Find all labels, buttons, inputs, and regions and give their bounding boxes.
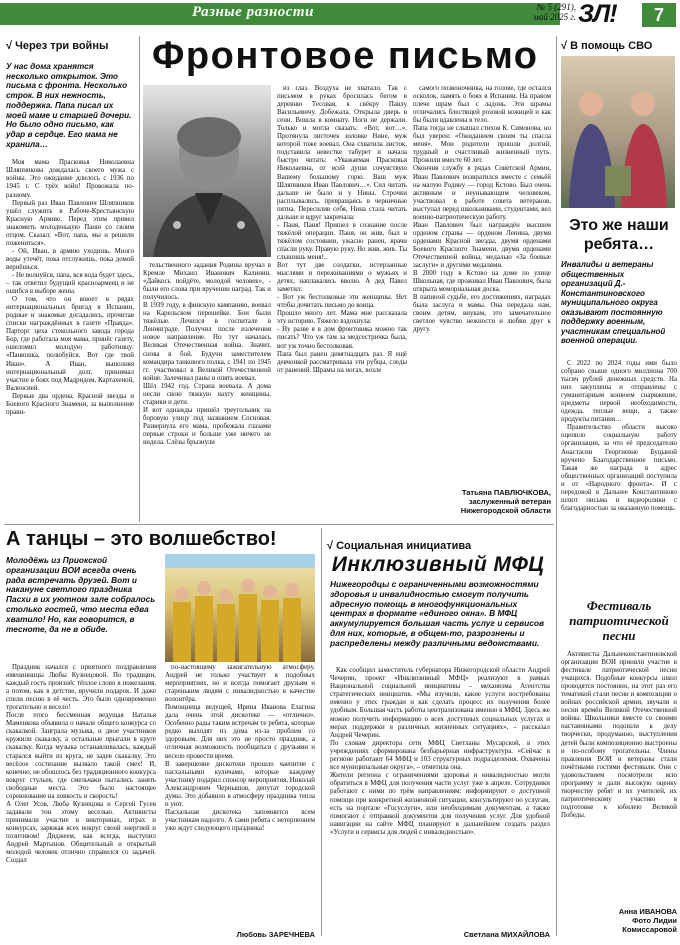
center-col-b-text: из глаз. Воздуха не хватало. Так с письмом в руках бросилась бегом в деревню Тесовая, к свёкру Павлу Васильевичу. Добежала. Открыла дверь в сени. Вошла в комнату. Ноги не держали. Только и могла сказать: «Вот, вот…». Протянула листочек золовке Нине, муж которой тоже воевал. Она схватила листок, подставила невестке табурет и начала быстро читать: «Уважаемая Прасковья Николаевна, от всей души сочувствую Вашему большому горю. Ваш муж Шляпников Иван Павлович…». Сил читать дальше не было и у Нины. Строчки расплывались, превращаясь в черничные пятна. Пересилив себя, Нина стала читать дальше и вдруг закричала: - Паня, Паня! Пришел в сознание после тяжёлой операции. Паня, он жив, был в тяжёлом состоянии, ужасно ранен, врачи спасли руку. Правую руку. Но жив, жив. Ты слышишь меня!.. Вот тут две солдатки, истерзанные мыслями и переживаниями о мужьях и детях, наплакались вволю. А дед Павел заметил: - Вот уж бестолковые эти женщины. Нет чтобы дочитать письмо до конца. Прошло много лет. Мама мне рассказала эту историю. Тяжело вздохнула: - Ну разве я в дом фронтовика можно так писать? Что уж там за медсестричка была, вот уж точно бестолковая. Папа был ранен девятнадцать раз. Я ещё девчонкой рассматривала эти рубцы, следы от ранений. Шрамы на ногах, возле (277, 85, 407, 374)
mfc-body-text: Как сообщил заместитель губернатора Нижегородской области Андрей Чечерин, проект «Инклюзивный МФЦ» реализуют в рамках Национальной социальной инициативы – механизма Агентства стратегических инициатив. «Мы изучили, какие услуги востребованы именно у этих граждан и как сделать процесс их получения более удобным. Большая часть работы централизована именно в МФЦ. Здесь же можно получить информацию о всех доступных социальных услугах и мерах поддержки в различных жизненных ситуациях», – рассказал Андрей Чечерин. По словам директора сети МФЦ Светланы Мусарской, в этих учреждениях сформирована безбарьерная инфраструктура. «Сейчас в регионе работают 64 МФЦ и 103 структурных подразделения. Охвачены все муниципальные округа», – отметила она. Жители региона с ограничениями здоровья и инвалидностью могли обратиться в МФЦ для получения части услуг уже в апреле. Сотрудники работают с ними по трём направлениям: информируют о доступной помощи при конкретной жизненной ситуации, консультируют по услугам, есть на портале «Госуслуги», или необходимым документам, а также помогают с отправкой документов для получения услуг. Для удобной навигации на сайте МФЦ планируют в дальнейшем создать раздел «Услуги и сервисы для людей с инвалидностью». (330, 667, 550, 836)
center-signature (413, 488, 551, 515)
left-rubric: √ Через три войны (6, 40, 109, 52)
column-rule (556, 36, 557, 936)
signature-name: Татьяна ПАВЛЮЧКОВА, (461, 488, 551, 497)
mfc-headline: Инклюзивный МФЦ (331, 553, 545, 576)
newspaper-logo: ЗЛ! (578, 0, 617, 28)
signature-name: Анна ИВАНОВА (618, 907, 677, 916)
festival-headline: Фестиваль патриотической песни (569, 598, 669, 643)
center-col-c-text: самого позвоночника, на голове, где остался осколок, память о боях в Испании. На правом плече шрам был с ладонь. Эти шрамы отличались блестящей розовой кожицей и как бы были вдавлены в тело. Папа тогда не слышал стихов К. Симонова, но был уверен: «Ожиданием своим ты спасла меня». Мои родители прошли долгий, трудный и счастливый жизненный путь. Прожили вместе 60 лет. Окончив службу в рядах Советской Армии, Иван Павлович возвратился вместе с семьёй на малую Родину — город Кстово. Был очень активным и неунывающим человеком, участвовал в работе совета ветеранов, выступал перед школьниками, студентами, вел военно-патриотическую работу. Иван Павлович был награждён высшим орденом страны — орденом Ленина, двумя орденами Красной звезды, двумя орденами Боевого Красного Знамени, двумя орденами Отечественной войны, медалью «За боевые заслуги» и другими медалями. В 2000 году в Кстово на доме по улице Школьная, где проживал Иван Павлович, была открыта мемориальная доска. В папиной судьбе, его достижениях, наградах была заслуга и мамы. Она передала нам, своим детям, внукам, это замечательное светлое чувство нежности и любви друг к другу. (413, 85, 551, 334)
center-col-c (413, 85, 551, 334)
right-body (561, 360, 677, 513)
dance-signature: Любовь ЗАРЕЧНЕВА (236, 930, 315, 939)
rubric-title: Разные разности (192, 4, 314, 20)
right-headline: Это же наши ребята… (569, 217, 669, 253)
left-paragraph: Первый раз Иван Павлович Шляпников ушёл служить в Рабоче-Крестьянскую Красную Армию. Перед этим привел знакомить молоденькую Паню со своим отцом. Сказал: «Вот, папа, мы и решили пожениться». (6, 199, 134, 247)
signature-role: Фото Лидии (632, 916, 677, 925)
center-col-a-text: тельственного задания Родины вручал в Кремле Михаил Иванович Калинин. «Дайкось пойдёте, молодой человек», - были его слова при вручении наград. Так и получилось. В 1939 году, в финскую кампанию, воевал на Карельском перешейке. Бои были тяжёлые. Лечился в госпитале в Ленинграде. Получил после излечения новое направление. Но тут началась Великая Отечественная война. Значит, снова в бой. Будучи заместителем командира танкового полка, с 1941 по 1945 гг. участвовал в Великой Отечественной войне. Залечивал раны и опять воевал. Шёл 1942 год. Страна воевала. А дома несли свою тяжкую вахту женщины, старики и дети. И вот однажды пришёл треугольник на боровую улицу под названием Сосновая. Развернула его мама, пробежала глазами первые строки и больше уже ничего не видела. Слёзы брызнули (143, 262, 271, 447)
page-number: 7 (642, 3, 676, 27)
issue-date: май 2025 г. (533, 12, 576, 22)
mfc-signature: Светлана МИХАЙЛОВА (463, 930, 550, 939)
right-paragraph: С 2022 по 2024 годы ими было собрано свыше одного миллиона 700 тысяч рублей денежных средств. На них закуплены и отправлены с гуманитарным конвоем снаряжение, предметы первой необходимости, одежда, теплые вещи, а также продукты питания… (561, 360, 677, 424)
issue-line: № 5 (291), (536, 2, 576, 12)
issue-number (524, 2, 576, 22)
left-lead: У нас дома хранятся несколько открыток. Это письма с фронта. Несколько строк. В них нежность, поддержка. Папа писал их моей маме и старшей дочери. Но было одно письмо, как удар в сердце. Его мама не хранила… (6, 62, 132, 149)
left-paragraph: - Ой, Иван, в армию уходишь. Много воды утечёт, пока отслужишь, пока домой вернёшься. (6, 247, 134, 271)
section-rule (4, 524, 554, 525)
right-paragraph: Правительство области высоко оценило социальную работу организации, за что её председателю Анастасии Георгиевне Буцыной вручено Благодарственное письмо. Такая же награда в адрес общественных организаций поступила и от «Народного фронта». И с передовой в Дальнее Константиново шлют письма и видеоролики с благодарностью за оказанную помощь. (561, 424, 677, 512)
right-lead: Инвалиды и ветераны общественных организаций Д.-Константиновского муниципального округа оказывают постоянную поддержку военным, участникам специальной военной операции. (561, 260, 666, 345)
center-headline: Фронтовое письмо (152, 35, 539, 77)
mfc-body (330, 667, 550, 837)
mfc-rubric: √ Социальная инициатива (327, 540, 472, 552)
dance-headline: А танцы – это волшебство! (6, 528, 277, 550)
left-paragraph: О том, что он воюет в рядах интернациональных бригад в Испании, родные и знакомые догадались, прочитав списки награждённых в газете «Правда». Парторг цеха стекольного завода города Бор, где работала моя мама, принёс газету, ошеломил молодую работницу: «Панюшка, полюбуйся. Вот где твой Иван». А Иван, выполняя интернациональный долг, принимал участие в боях под Мадридом, Картахеной, Валенсией. (6, 296, 134, 392)
soldier-photo (143, 85, 271, 257)
center-col-a (143, 262, 271, 447)
left-article (6, 40, 134, 417)
dance-col-b-text: по-настоящему зажигательную атмосферу. Андрей не только участвует в подобных мероприятиях, но и всегда помогает друзьям и стареньким людям с инвалидностью в качестве волонтёра. Помощница ведущей, Ирина Иванова Елагина дала очень этой дискотеке — «отлично». Особенно рады таким встречам те ребята, которые редко выходят из дома из-за проблем со здоровьем. Для них это не просто праздник, а отличная возможность пообщаться с друзьями и весело провести время. В завершение дискотеки прошло чаепитие с пасхальными куличами, которые каждому участнику подарил спонсор мероприятия, Николай Александрович Чернышов, депутат городской думы. Это добавило в атмосферу праздника тепла и уют. Пасхальная дискотека запомнится всем участникам надолго. А сами ребята с нетерпением уже ждут следующего праздника! (165, 664, 315, 832)
mfc-lead: Нижегородцы с ограниченными возможностями здоровья и инвалидностью смогут получить адресную помощь в многофункциональных центрах в формате «единого окна». В МФЦ аккумулируется большая часть услуг и сервисов для них, которые, в общем-то, разрознены и распределены между различными ведомствами. (330, 579, 545, 648)
people-photo-icon (561, 56, 675, 208)
signature-role: Комиссаровой (622, 925, 677, 934)
column-rule (139, 36, 140, 522)
left-paragraph: Первые два ордена, Красной звезды и Боевого Красного Знамени, за выполнение прави- (6, 392, 134, 416)
dance-photo (165, 554, 315, 662)
dance-col-a (6, 664, 156, 865)
volunteers-photo (561, 56, 675, 208)
dance-lead: Молодёжь из Приокской организации ВОИ всегда очень рада встречать друзей. Вот и накануне светлого праздника Пасхи в их уютном зале собралось столько гостей, что места едва хватило! Но, как говорится, в тесноте, да не в обиде. (6, 555, 156, 634)
signature-role: заслуженный ветеран (468, 497, 551, 506)
group-photo-icon (165, 554, 315, 662)
left-paragraph: Моя мама Прасковья Николаевна Шляпникова дождалась своего мужа с войны. Это ожидание длилось с 1936 по 1945 г. С трёх войн! Провожала по-разному. (6, 159, 134, 199)
right-rubric: √ В помощь СВО (561, 40, 653, 52)
dance-col-b (165, 664, 315, 833)
festival-body (561, 651, 677, 820)
column-rule (321, 528, 322, 936)
center-col-b (277, 85, 407, 375)
page-header (0, 0, 680, 30)
right-signature (561, 907, 677, 934)
dance-col-a-text: Праздник начался с приятного поздравления именинницы Любы Кузнецовой. По традиции, каждый гость произнёс тёплое слово в пожелания, а потом, как в детстве, вручили подарок. И даже спели песню в её честь. Это было одновременно трогательно и весело! После этого бессменная ведущая Наталья Маменкова объявила о начале общего конкурса со скакалкой. Заиграла музыка, и двое участников кружили скакалку, а остальные прыгали в круге скакалку. Когда музыка останавливалась, каждый старался выйти из круга, не задев скакалку. Это весёлое состязание вызвало такой смех! И, конечно, не обошлось без традиционного конкурса вокруг стульев, где смельчаки пытались занять свободные места. Это было настоящее соревнование на ловкость и скорость! А Олег Усов, Люба Кузнецова и Сергей Гусев задавали тон этому веселью. Активисты принимали участие в викторинах, играх и конкурсах, заряжая всех вокруг своей энергией и позитивом! Диджеем, как всегда, выступил Андрей Мартынов. Общительный и открытый молодой человек отлично справился со задачей. Создал (6, 664, 156, 865)
left-paragraph: - Не волнуйся, папа, вся вода будет здесь, – так ответил будущий красноармеец и не ошибся в выборе жены. (6, 271, 134, 296)
right-paragraph: Активисты Дальнеконстантиновской организации ВОИ приняли участие в фестивале патриотической песни учащихся. Подобные конкурсы школ проводятся постоянно, на этот раз его тематикой стали песни и композиции о войнах российской армии, звучали и песни времён Великой Отечественной войны. Школьники вместе со своими наставниками подошли к делу творчески, продуманно, выступления детей были композиционно выстроены и по-особому трогательны. Члены правления ВОИ и ветераны стали почётными гостями фестиваля. Они с удовольствием посмотрели всю программу и дали высокую оценку творчеству ребят и их учителей, их патриотическому участию в подготовке к юбилею Великой Победы. (561, 651, 677, 819)
soldier-portrait-icon (143, 85, 271, 257)
signature-role: Нижегородской области (460, 506, 551, 515)
